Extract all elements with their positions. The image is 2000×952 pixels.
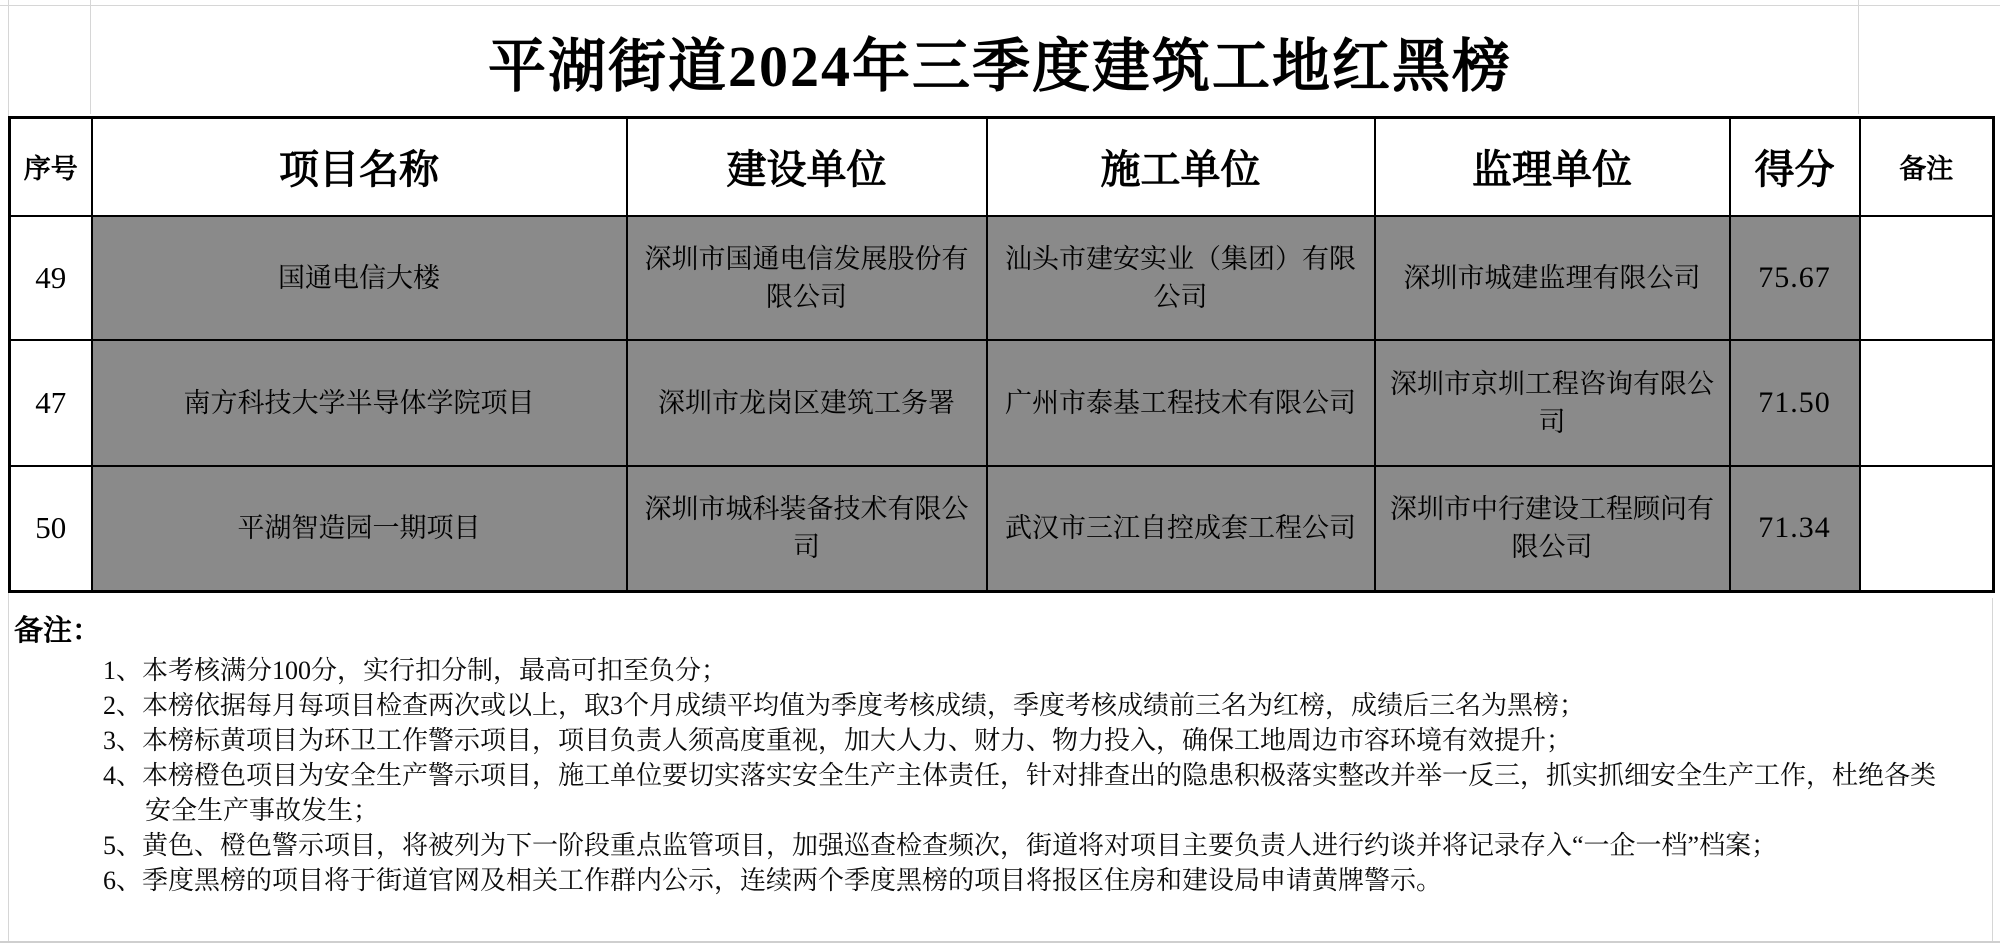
- table-row: [10, 216, 1994, 340]
- note-item-3: 3、本榜标黄项目为环卫工作警示项目，项目负责人须高度重视，加大人力、财力、物力投入，确保工地周边市容环境有效提升；: [103, 726, 1573, 755]
- cell-remark: [1860, 216, 1994, 340]
- header-score: 得分: [1730, 118, 1860, 216]
- red-black-list-table: [8, 116, 1995, 593]
- cell-index: 49: [10, 216, 92, 340]
- cell-score: 71.50: [1730, 340, 1860, 466]
- cell-builder: 深圳市城科装备技术有限公司: [627, 466, 987, 592]
- cell-supervisor: 深圳市京圳工程咨询有限公司: [1375, 340, 1730, 466]
- table-row: [10, 340, 1994, 466]
- cell-score: 71.34: [1730, 466, 1860, 592]
- header-supervisor: 监理单位: [1375, 118, 1730, 216]
- cell-remark: [1860, 466, 1994, 592]
- notes-section: [8, 602, 1992, 898]
- page-title: 平湖街道2024年三季度建筑工地红黑榜: [487, 34, 1512, 99]
- header-contractor: 施工单位: [987, 118, 1375, 216]
- gridline: [1992, 598, 1993, 941]
- cell-supervisor: 深圳市城建监理有限公司: [1375, 216, 1730, 340]
- note-item-2: 2、本榜依据每月每项目检查两次或以上，取3个月成绩平均值为季度考核成绩，季度考核成绩前三名为红榜，成绩后三名为黑榜；: [103, 691, 1586, 720]
- header-remark: 备注: [1860, 118, 1994, 216]
- cell-contractor: 汕头市建安实业（集团）有限公司: [987, 216, 1375, 340]
- cell-project: 国通电信大楼: [92, 216, 627, 340]
- cell-contractor: 武汉市三江自控成套工程公司: [987, 466, 1375, 592]
- note-item-6: 6、季度黑榜的项目将于街道官网及相关工作群内公示，连续两个季度黑榜的项目将报区住房和建设局申请黄牌警示。: [103, 866, 1443, 895]
- table-row: [10, 466, 1994, 592]
- gridline: [0, 941, 2000, 943]
- header-index: 序号: [10, 118, 92, 216]
- notes-label: 备注：: [14, 615, 102, 647]
- cell-supervisor: 深圳市中行建设工程顾问有限公司: [1375, 466, 1730, 592]
- cell-builder: 深圳市龙岗区建筑工务署: [627, 340, 987, 466]
- note-item-5: 5、黄色、橙色警示项目，将被列为下一阶段重点监管项目，加强巡查检查频次，街道将对项目主要负责人进行约谈并将记录存入“一企一档”档案；: [103, 831, 1778, 860]
- note-item-1: 1、本考核满分100分，实行扣分制，最高可扣至负分；: [103, 656, 728, 685]
- cell-remark: [1860, 340, 1994, 466]
- cell-index: 47: [10, 340, 92, 466]
- notes-list: [8, 653, 1992, 898]
- cell-contractor: 广州市泰基工程技术有限公司: [987, 340, 1375, 466]
- gridline: [0, 5, 2000, 6]
- cell-builder: 深圳市国通电信发展股份有限公司: [627, 216, 987, 340]
- cell-project: 南方科技大学半导体学院项目: [92, 340, 627, 466]
- header-builder: 建设单位: [627, 118, 987, 216]
- note-item-4: 4、本榜橙色项目为安全生产警示项目，施工单位要切实落实安全生产主体责任，针对排查出的隐患积极落实整改并举一反三，抓实抓细安全生产工作，杜绝各类安全生产事故发生；: [103, 761, 1937, 825]
- header-project: 项目名称: [92, 118, 627, 216]
- cell-index: 50: [10, 466, 92, 592]
- cell-score: 75.67: [1730, 216, 1860, 340]
- table-header-row: [10, 118, 1994, 216]
- cell-project: 平湖智造园一期项目: [92, 466, 627, 592]
